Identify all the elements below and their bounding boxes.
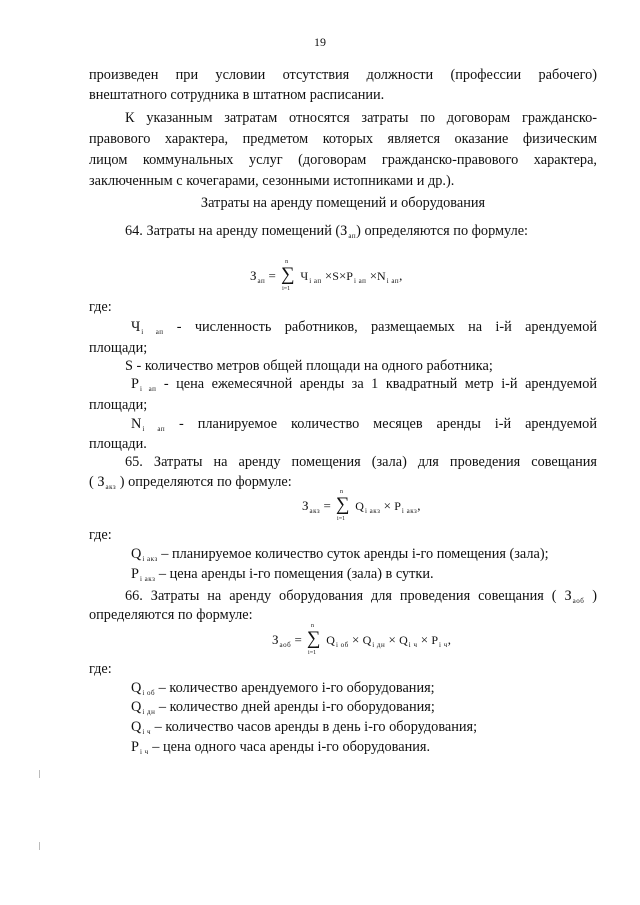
definition-line: $P_{i ч}$ – цена одного часа аренды i-го оборудования. — [131, 739, 431, 756]
definition-line: $P_{i акз}$ – цена аренды i-го помещения (зала) в сутки. — [131, 566, 434, 583]
paragraph-line: К указанным затратам относятся затраты по договорам гражданско- — [125, 110, 597, 126]
paragraph-line: внештатного сотрудника в штатном расписании. — [89, 87, 385, 103]
definition-line: $Q_{i акз}$ – планируемое количество суток аренды i-го помещения (зала); — [131, 546, 549, 563]
sum-symbol: n ∑ i=1 — [281, 259, 295, 293]
formula-66: $З_{аоб}$ = n ∑ i=1 $Q_{i об} \times Q_{i дн} \times Q_{i ч} \times P_{i ч}$, — [272, 623, 451, 657]
paragraph-line: произведен при условии отсутствия должности (профессии рабочего) — [89, 67, 597, 83]
definition-line: $Q_{i дн}$ – количество дней аренды i-го оборудования; — [131, 699, 435, 716]
where-label: где: — [89, 527, 112, 543]
item-65-intro: 65. Затраты на аренду помещения (зала) для проведения совещания — [125, 454, 597, 470]
definition-line: $Q_{i ч}$ – количество часов аренды в день i-го оборудования; — [131, 719, 478, 736]
page-number: 19 — [314, 35, 326, 49]
item-66-intro: 66. Затраты на аренду оборудования для проведения совещания ( $З_{аоб}$ ) — [125, 588, 598, 605]
definition-line: S - количество метров общей площади на одного работника; — [125, 358, 493, 374]
definition-line: $Q_{i об}$ – количество арендуемого i-го оборудования; — [131, 680, 435, 697]
where-label: где: — [89, 299, 112, 315]
where-label: где: — [89, 661, 112, 677]
item-64-intro: 64. Затраты на аренду помещений $(З_{ап})$ определяются по формуле: — [125, 223, 529, 240]
scan-mark — [39, 842, 40, 850]
paragraph-line: правового характера, предметом которых является оказание физическим — [89, 131, 597, 147]
definition-line: $N_{i ап}$ - планируемое количество месяцев аренды i-й арендуемой — [131, 416, 597, 433]
scan-mark — [39, 770, 40, 778]
definition-line: $Ч_{i ап}$ - численность работников, размещаемых на i-й арендуемой — [131, 319, 597, 336]
paragraph-line: лицом коммунальных услуг (договорам гражданско-правового характера, — [89, 152, 597, 168]
section-heading: Затраты на аренду помещений и оборудования — [200, 195, 486, 211]
sum-symbol: n ∑ i=1 — [336, 489, 350, 523]
item-65-intro-cont: ( $З_{акз}$ ) определяются по формуле: — [89, 474, 292, 491]
definition-line: $P_{i ап}$ - цена ежемесячной аренды за 1 квадратный метр i-й арендуемой — [131, 376, 597, 393]
definition-cont: площади. — [89, 436, 147, 452]
definition-cont: площади; — [89, 340, 148, 356]
sum-symbol: n ∑ i=1 — [307, 623, 321, 657]
definition-cont: площади; — [89, 397, 148, 413]
formula-64: $З_{ап}$ = n ∑ i=1 $Ч_{i ап} \times S\times P_{i ап} \times N_{i ап}$, — [250, 259, 403, 293]
formula-65: $З_{акз}$ = n ∑ i=1 $Q_{i акз} \times P_{i акз}$, — [302, 489, 421, 523]
paragraph-line: заключенным с кочегарами, сезонными истопниками и др.). — [89, 173, 455, 189]
item-66-intro-cont: определяются по формуле: — [89, 607, 253, 623]
